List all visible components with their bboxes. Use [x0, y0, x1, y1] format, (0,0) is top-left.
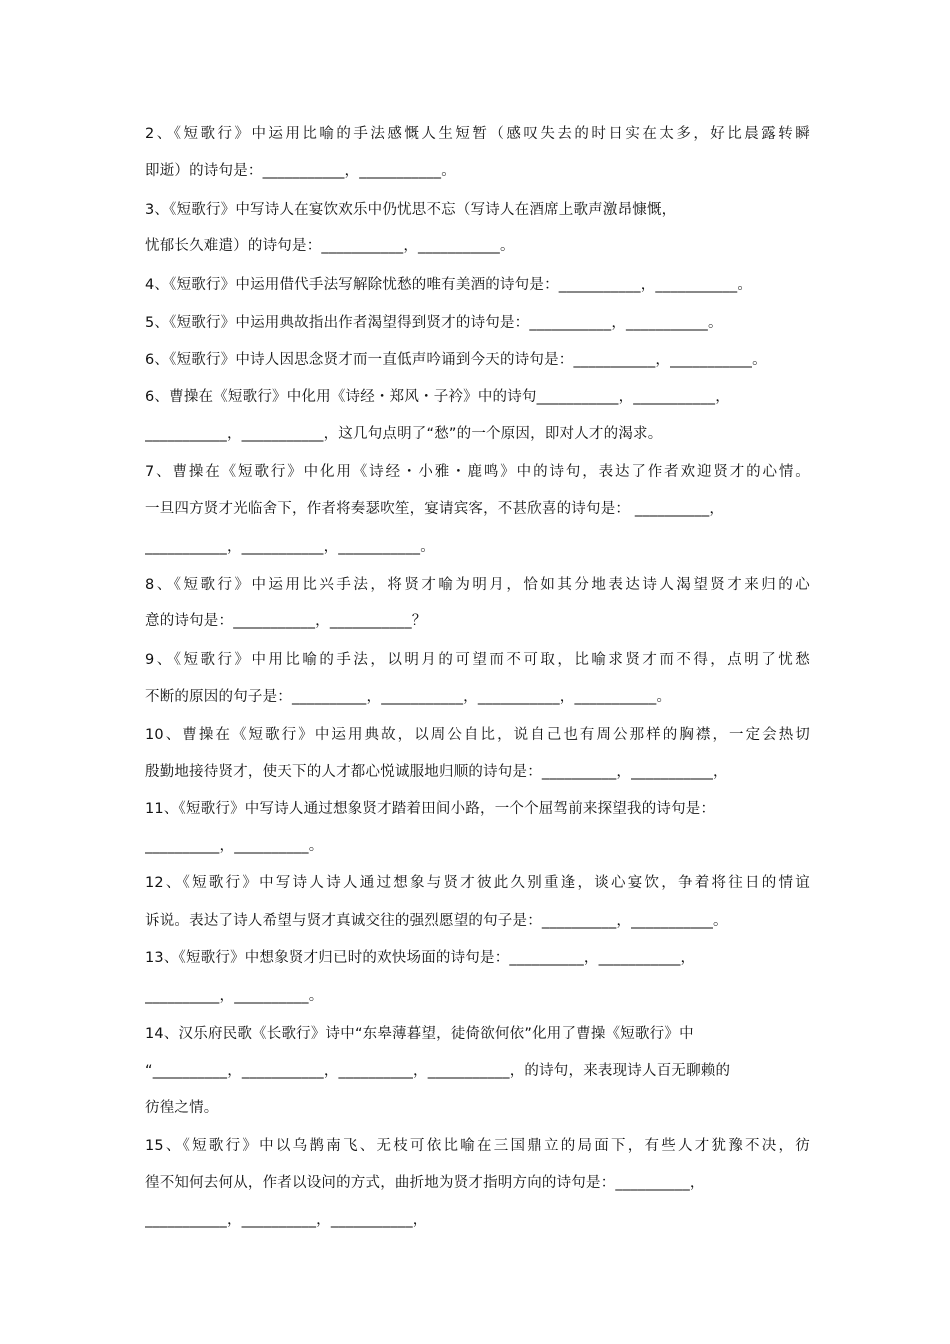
question-7-line-2: 一旦四方贤才光临舍下，作者将奏瑟吹笙，宴请宾客，不甚欣喜的诗句是： __________， — [145, 501, 725, 517]
question-3-line-2: 忧郁长久难遣）的诗句是：___________，___________。 — [145, 238, 515, 254]
question-9-line-1: 9、《短歌行》中用比喻的手法，以明月的可望而不可取，比喻求贤才而不得，点明了忧愁 — [145, 652, 810, 668]
question-15-line-1: 15、《短歌行》中以乌鹊南飞、无枝可依比喻在三国鼎立的局面下，有些人才犹豫不决，彷 — [145, 1138, 810, 1154]
question-5-line-1: 5、《短歌行》中运用典故指出作者渴望得到贤才的诗句是：___________，___________。 — [145, 315, 723, 331]
question-15-line-3: ___________，__________，___________， — [145, 1212, 428, 1228]
question-6b-line-1: 6、曹操在《短歌行》中化用《诗经・郑风・子衿》中的诗句___________，___________， — [145, 389, 730, 405]
question-7-line-3: ___________，___________，___________。 — [145, 539, 435, 555]
question-14-line-3: 彷徨之情。 — [145, 1100, 219, 1116]
question-13-line-2: __________，__________。 — [145, 988, 324, 1004]
question-13-line-1: 13、《短歌行》中想象贤才归已时的欢快场面的诗句是：__________，___________， — [145, 950, 696, 966]
question-11-line-1: 11、《短歌行》中写诗人通过想象贤才踏着田间小路，一个个屈驾前来探望我的诗句是： — [145, 801, 716, 817]
question-3-line-1: 3、《短歌行》中写诗人在宴饮欢乐中仍忧思不忘（写诗人在酒席上歌声激昂慷慨， — [145, 202, 677, 218]
question-12-line-1: 12、《短歌行》中写诗人诗人通过想象与贤才彼此久别重逢，谈心宴饮，争着将往日的情谊 — [145, 875, 810, 891]
question-2-line-1: 2、《短歌行》中运用比喻的手法感慨人生短暂（感叹失去的时日实在太多，好比晨露转瞬 — [145, 126, 810, 142]
question-10-line-2: 殷勤地接待贤才，使天下的人才都心悦诚服地归顺的诗句是：__________，___________， — [145, 764, 728, 780]
question-10-line-1: 10、曹操在《短歌行》中运用典故，以周公自比，说自己也有周公那样的胸襟，一定会热切 — [145, 727, 810, 743]
question-4-line-1: 4、《短歌行》中运用借代手法写解除忧愁的唯有美酒的诗句是：___________，___________。 — [145, 277, 753, 293]
question-15-line-2: 徨不知何去何从，作者以设问的方式，曲折地为贤才指明方向的诗句是：__________， — [145, 1175, 705, 1191]
question-9-line-2: 不断的原因的句子是：__________，___________，___________，___________。 — [145, 689, 672, 705]
question-12-line-2: 诉说。表达了诗人希望与贤才真诚交往的强烈愿望的句子是：__________，___________。 — [145, 913, 728, 929]
question-8-line-2: 意的诗句是：___________，___________？ — [145, 613, 427, 629]
question-8-line-1: 8、《短歌行》中运用比兴手法，将贤才喻为明月，恰如其分地表达诗人渴望贤才来归的心 — [145, 577, 810, 593]
question-6b-line-2: ___________，___________，这几句点明了“愁”的一个原因，即对人才的渴求。 — [145, 426, 663, 442]
question-14-line-2: “__________，___________，__________，___________，的诗句，来表现诗人百无聊赖的 — [145, 1063, 731, 1079]
question-11-line-2: __________，__________。 — [145, 838, 324, 854]
question-7-line-1: 7、曹操在《短歌行》中化用《诗经・小雅・鹿鸣》中的诗句，表达了作者欢迎贤才的心情。 — [145, 464, 810, 480]
question-6a-line-1: 6、《短歌行》中诗人因思念贤才而一直低声吟诵到今天的诗句是：___________，___________。 — [145, 352, 767, 368]
question-2-line-2: 即逝）的诗句是：___________，___________。 — [145, 163, 456, 179]
question-14-line-1: 14、汉乐府民歌《长歌行》诗中“东皋薄暮望，徒倚欲何依”化用了曹操《短歌行》中 — [145, 1026, 694, 1042]
